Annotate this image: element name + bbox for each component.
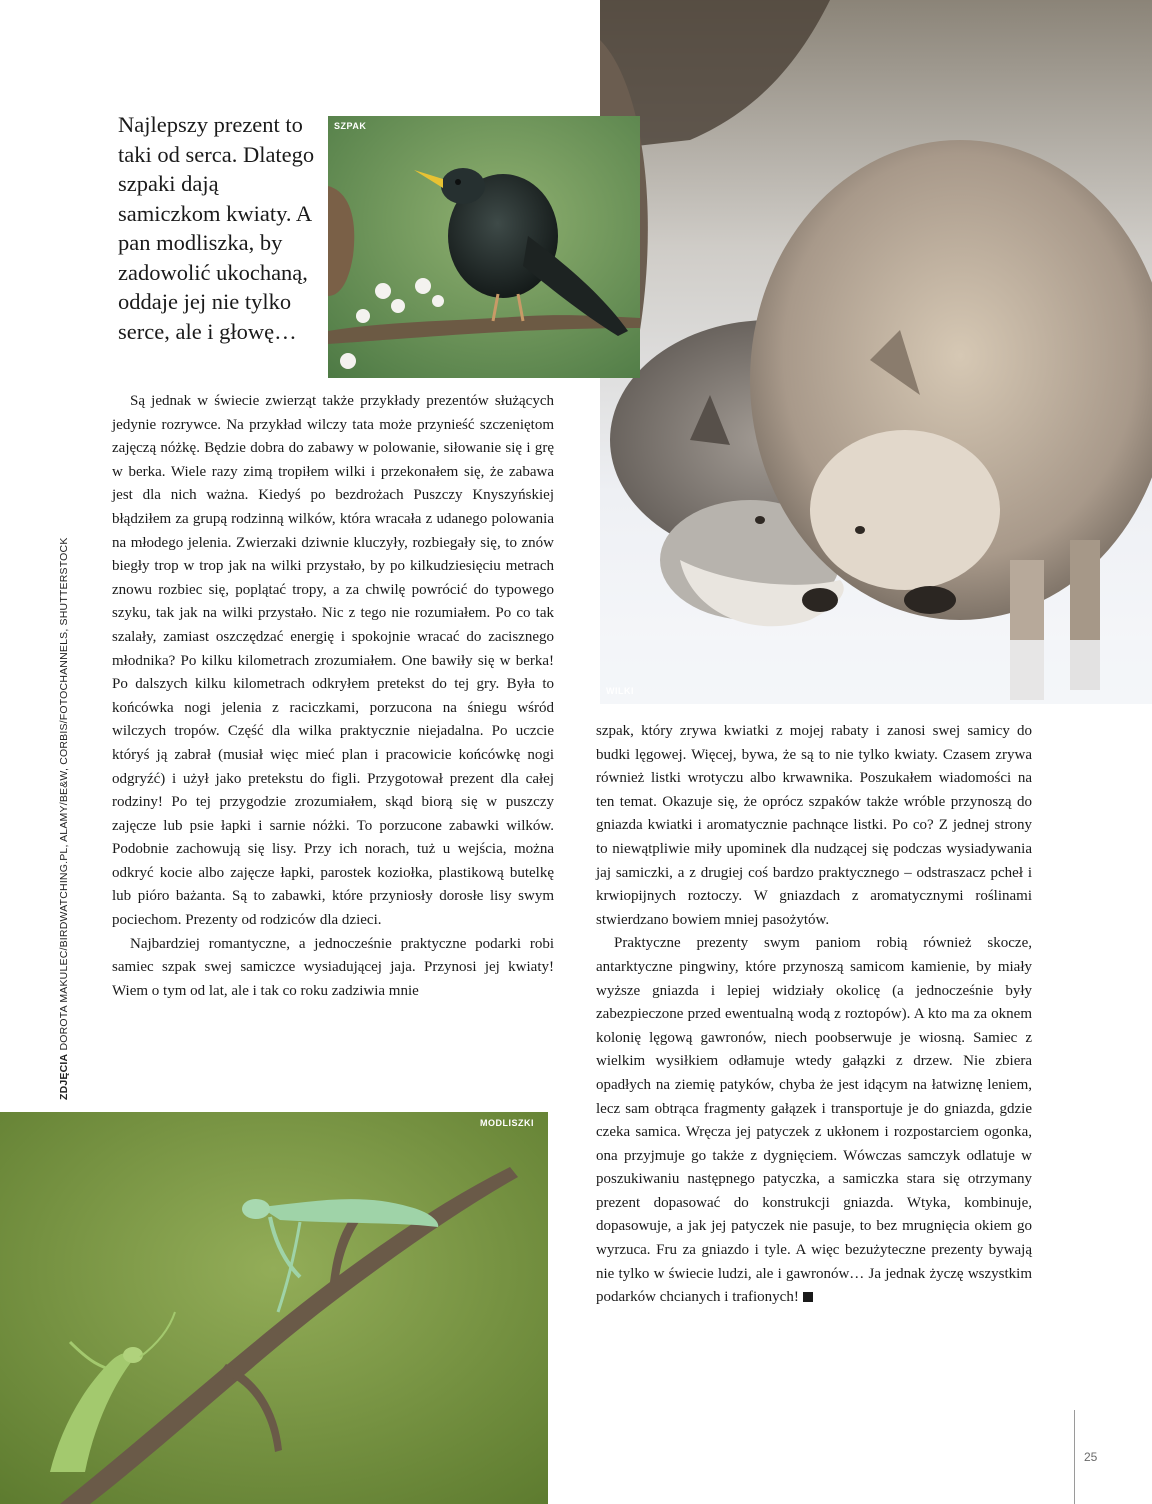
starling-photo xyxy=(328,116,640,378)
article-column-right xyxy=(596,720,1032,1310)
starling-caption: SZPAK xyxy=(334,121,367,131)
page-number: 25 xyxy=(1084,1450,1098,1464)
mantis-caption: MODLISZKI xyxy=(480,1118,534,1128)
article-column-left xyxy=(112,390,554,1003)
mantis-illustration xyxy=(0,1112,548,1504)
wolves-photo xyxy=(600,0,1152,704)
body-paragraph-3 xyxy=(596,932,1032,1310)
starling-illustration xyxy=(328,116,640,378)
body-paragraph-2-continued: szpak, który zrywa kwiatki z mojej rabaty i zanosi swej samicy do budki lęgowej. Więcej, bywa, że są to nie tylko kwiaty. Czasem zrywa również listki wrotyczu albo krwawnika. Poszukałem wiadomości na ten temat. Okazuje się, że oprócz szpaków także wróble przynoszą do gniazda kwiatki i aromatycznie pachnące listki. Po co? Z jednej strony to niewątpliwie miły upominek dla nudzącej się podczas wysiadywania jaj samiczki, a z drugiej coś bardzo praktycznego – odstraszacz pcheł i krwiopijnych roztoczy. W gniazdach z aromatycznymi roślinami stwierdzano bowiem mniej pasożytów. xyxy=(596,723,1032,928)
wolves-caption: WILKI xyxy=(606,686,634,696)
mantis-photo xyxy=(0,1112,548,1504)
lead-paragraph xyxy=(118,110,318,346)
photo-credit-label: ZDJĘCIA xyxy=(58,1053,70,1100)
wolves-illustration xyxy=(600,0,1152,704)
body-paragraph-3-text: Praktyczne prezenty swym paniom robią również skocze, antarktyczne pingwiny, które przynoszą samicom kamienie, by miały wyższe gniazda i lepiej widziały okolicę (a jednocześnie były zabezpieczone przed ewentualną wodą z roztopów). A kto ma za oknem kolonię lęgową gawronów, niech poobserwuje je wiosną. Samiec z wielkim wysiłkiem odłamuje wtedy gałązki z drzew. Nie zbiera opadłych na ziemię patyków, chyba że jest idącym na łatwiznę leniem, lecz sam obtrąca fragmenty gałązek i transportuje je do gniazda, gdzie czeka samica. Wręcza jej patyczek z ukłonem i rozpostarciem ogonka, ona przyjmuje go także z dygnięciem. Wówczas samczyk odlatuje w poszukiwaniu następnego patyczka, a samiczka stara się otrzymany prezent dopasować do konstrukcji gniazda. Wtyka, kombinuje, dopasowuje, a jak jej patyczek nie pasuje, to bez mrugnięcia okiem go wyrzuca. Fru za gniazdo i tyle. A więc bezużyteczne prezenty bywają nie tylko w świecie ludzi, ale i gawronów… Ja jednak życzę wszystkim podarków chcianych i trafionych! xyxy=(596,935,1032,1306)
body-paragraph-2: Najbardziej romantyczne, a jednocześnie praktyczne podarki robi samiec szpak swej samiczce wysiadującej jaja. Przynosi jej kwiaty! Wiem o tym od lat, ale i tak co roku zadziwia mnie xyxy=(112,935,554,999)
end-of-article-mark xyxy=(803,1292,813,1302)
photo-credit-text: DOROTA MAKULEC/BIRDWATCHING.PL, ALAMY/BE&W, CORBIS/FOTOCHANNELS, SHUTTERSTOCK xyxy=(58,537,70,1051)
body-paragraph-1: Są jednak w świecie zwierząt także przykłady prezentów służących jedynie rozrywce. Na przykład wilczy tata może przynieść szczeniętom zajęczą nóżkę. Będzie dobra do zabawy w polowanie, siłowanie się i grę w berka. Wiele razy zimą tropiłem wilki i przekonałem się, że zabawa jest dla nich ważna. Kiedyś po bezdrożach Puszczy Knyszyńskiej błądziłem za grupą rodzinną wilków, która wracała z udanego polowania na młodego jelenia. Zwierzaki dziwnie kluczyły, rozbiegały się, to znów biegły trop w trop jak na wilki przystało, by po kilkudziesięciu metrach znowu rozbiec się, poplątać tropy, a za chwilę powrócić do typowego szyku, tak jak na wilki przystało. Nic z tego nie rozumiałem. Po co tak szalały, zamiast oszczędzać energię i spokojnie wracać do zacisznego młodnika? Po kilku kilometrach zrozumiałem. One bawiły się w berka! Po dalszych kilku kilometrach odkryłem pretekst do tej gry. Była to końcówka nogi jelenia z raciczkami, porzucona na śniegu wśród wilczych tropów. Część dla wilka praktycznie niejadalna. Po uczcie któryś ją zabrał (musiał więc mieć plan i pracowicie końcówkę nogi odgryźć) i użył jako pretekstu do figli. Przygotował prezent dla całej rodziny! Po tej przygodzie zrozumiałem, skąd biorą się w puszczy zajęcze lub psie łapki i sarnie nóżki. To porzucone zabawki wilków. Podobnie zachowują się lisy. Przy ich norach, tuż u wejścia, można odkryć kocie albo zajęcze łapki, parostek koziołka, plastikową butelkę lub pióro bażanta. Są to zabawki, które przyniosły dorosłe lisy swym pociechom. Prezenty od rodziców dla dzieci. xyxy=(112,393,554,929)
photo-credit xyxy=(58,520,74,1100)
lead-text: Najlepszy prezent to taki od serca. Dlatego szpaki dają samiczkom kwiaty. A pan modliszka, by zadowolić ukochaną, oddaje jej nie tylko serce, ale i głowę… xyxy=(118,112,315,344)
page-number-rule xyxy=(1074,1410,1075,1504)
